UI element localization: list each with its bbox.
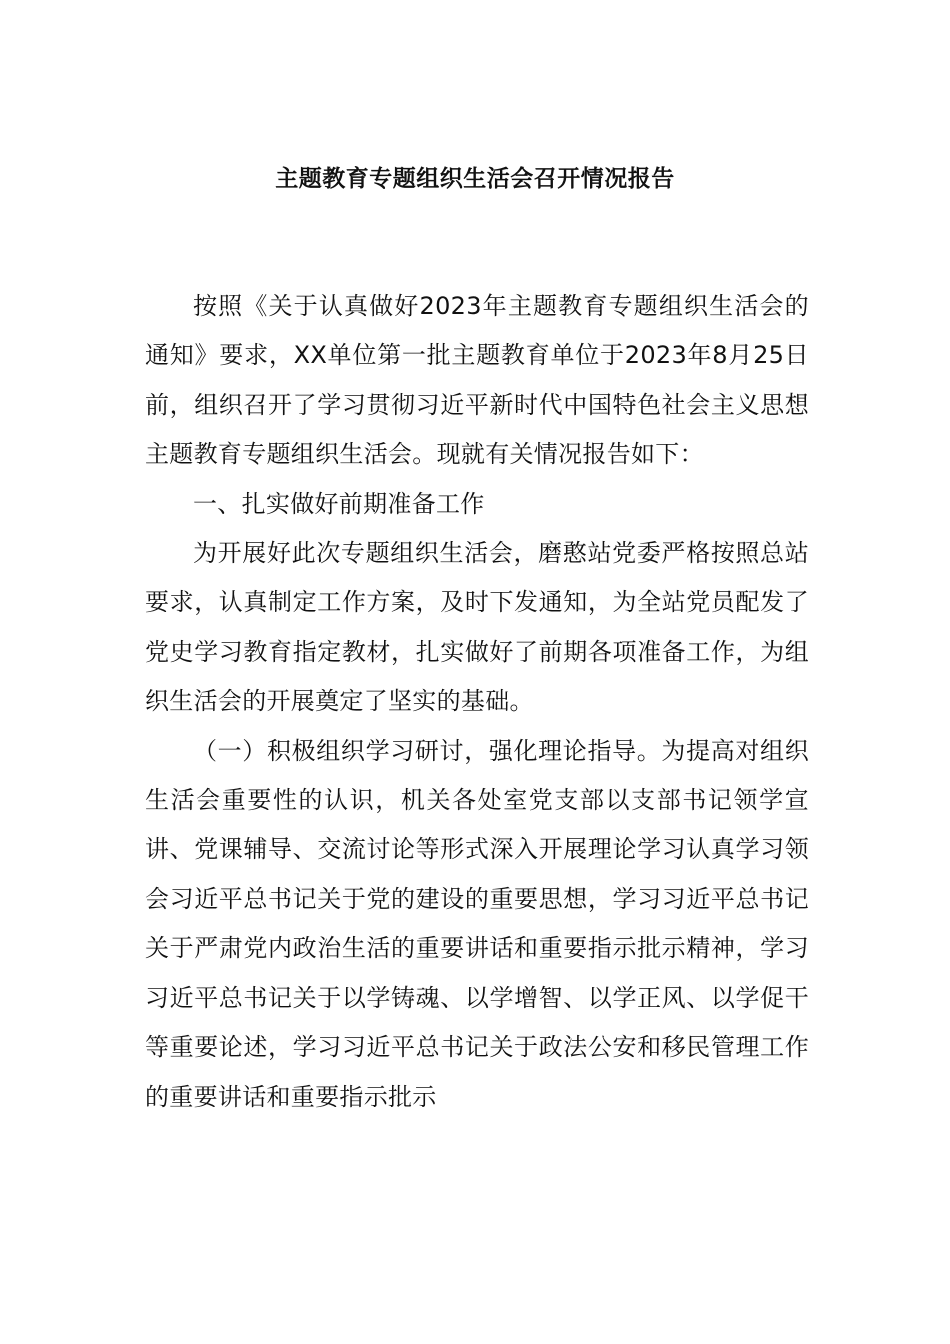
section-heading-1: 一、扎实做好前期准备工作 <box>193 489 485 518</box>
subsection-1-paragraph: （一）积极组织学习研讨，强化理论指导。为提高对组织生活会重要性的认识，机关各处室党支部以支部书记领学宣讲、党课辅导、交流讨论等形式深入开展理论学习认真学习领会习近平总书记关于党的建设的重要思想，学习习近平总书记关于严肃党内政治生活的重要讲话和重要指示批示精神，学习习近平总书记关于以学铸魂、以学增智、以学正风、以学促干等重要论述，学习习近平总书记关于政法公安和移民管理工作的重要讲话和重要指示批示 <box>145 736 809 1111</box>
document-body <box>145 282 809 1122</box>
section-1-paragraph: 为开展好此次专题组织生活会，磨憨站党委严格按照总站要求，认真制定工作方案，及时下发通知，为全站党员配发了党史学习教育指定教材，扎实做好了前期各项准备工作，为组织生活会的开展奠定了坚实的基础。 <box>145 539 809 716</box>
document-title: 主题教育专题组织生活会召开情况报告 <box>275 166 675 192</box>
intro-paragraph: 按照《关于认真做好2023年主题教育专题组织生活会的通知》要求，XX单位第一批主题教育单位于2023年8月25日前，组织召开了学习贯彻习近平新时代中国特色社会主义思想主题教育专题组织生活会。现就有关情况报告如下： <box>145 292 809 469</box>
